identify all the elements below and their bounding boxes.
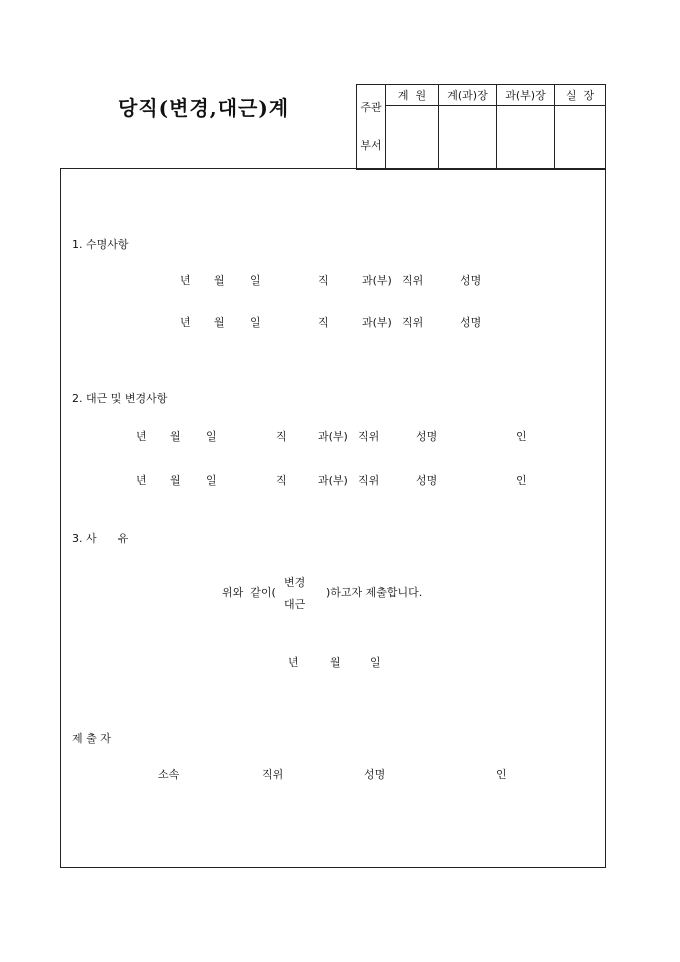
seal-label: 인 <box>516 474 527 487</box>
name-label: 성명 <box>460 274 482 287</box>
month-label: 월 <box>170 430 181 443</box>
day-label: 일 <box>206 474 217 487</box>
document-title: 당직(변경,대근)계 <box>118 96 290 120</box>
statement-prefix: 위와 같이( <box>222 586 276 599</box>
approval-header-director: 실 장 <box>555 85 606 106</box>
year-label: 년 <box>136 430 147 443</box>
rank-label: 직 <box>318 274 329 287</box>
department-label-bottom: 부서 <box>360 139 382 152</box>
approval-table <box>356 84 606 170</box>
approval-header-clerk: 계 원 <box>386 85 439 106</box>
dept-label: 과(부) <box>318 474 348 487</box>
year-label: 년 <box>180 274 191 287</box>
day-label: 일 <box>250 316 261 329</box>
name-label: 성명 <box>364 768 386 781</box>
section1-heading: 1. 수명사항 <box>72 238 129 251</box>
statement-option-change: 변경 <box>284 576 306 589</box>
section3-heading: 3. 사 유 <box>72 532 129 545</box>
day-label: 일 <box>250 274 261 287</box>
month-label: 월 <box>214 316 225 329</box>
dept-label: 과(부) <box>362 274 392 287</box>
dept-label: 과(부) <box>362 316 392 329</box>
year-label: 년 <box>136 474 147 487</box>
department-label-top: 주관 <box>360 101 382 114</box>
rank-label: 직 <box>276 430 287 443</box>
month-label: 월 <box>170 474 181 487</box>
statement-suffix: )하고자 제출합니다. <box>326 586 423 599</box>
position-label: 직위 <box>358 474 380 487</box>
approval-sign-director[interactable] <box>555 106 606 170</box>
date-day-label: 일 <box>370 656 381 669</box>
position-label: 직위 <box>262 768 284 781</box>
approval-header-team-chief: 계(과)장 <box>439 85 497 106</box>
position-label: 직위 <box>358 430 380 443</box>
seal-label: 인 <box>496 768 507 781</box>
rank-label: 직 <box>318 316 329 329</box>
affiliation-label: 소속 <box>158 768 180 781</box>
approval-header-dept-chief: 과(부)장 <box>497 85 555 106</box>
year-label: 년 <box>180 316 191 329</box>
dept-label: 과(부) <box>318 430 348 443</box>
rank-label: 직 <box>276 474 287 487</box>
name-label: 성명 <box>416 474 438 487</box>
form-body-frame <box>60 168 606 868</box>
submitter-heading: 제 출 자 <box>72 732 111 745</box>
name-label: 성명 <box>416 430 438 443</box>
department-label-cell <box>357 85 386 170</box>
position-label: 직위 <box>402 274 424 287</box>
date-year-label: 년 <box>288 656 299 669</box>
approval-sign-clerk[interactable] <box>386 106 439 170</box>
position-label: 직위 <box>402 316 424 329</box>
statement-option-substitute: 대근 <box>284 598 306 611</box>
day-label: 일 <box>206 430 217 443</box>
approval-sign-team-chief[interactable] <box>439 106 497 170</box>
seal-label: 인 <box>516 430 527 443</box>
section2-heading: 2. 대근 및 변경사항 <box>72 392 168 405</box>
date-month-label: 월 <box>330 656 341 669</box>
month-label: 월 <box>214 274 225 287</box>
approval-sign-dept-chief[interactable] <box>497 106 555 170</box>
name-label: 성명 <box>460 316 482 329</box>
